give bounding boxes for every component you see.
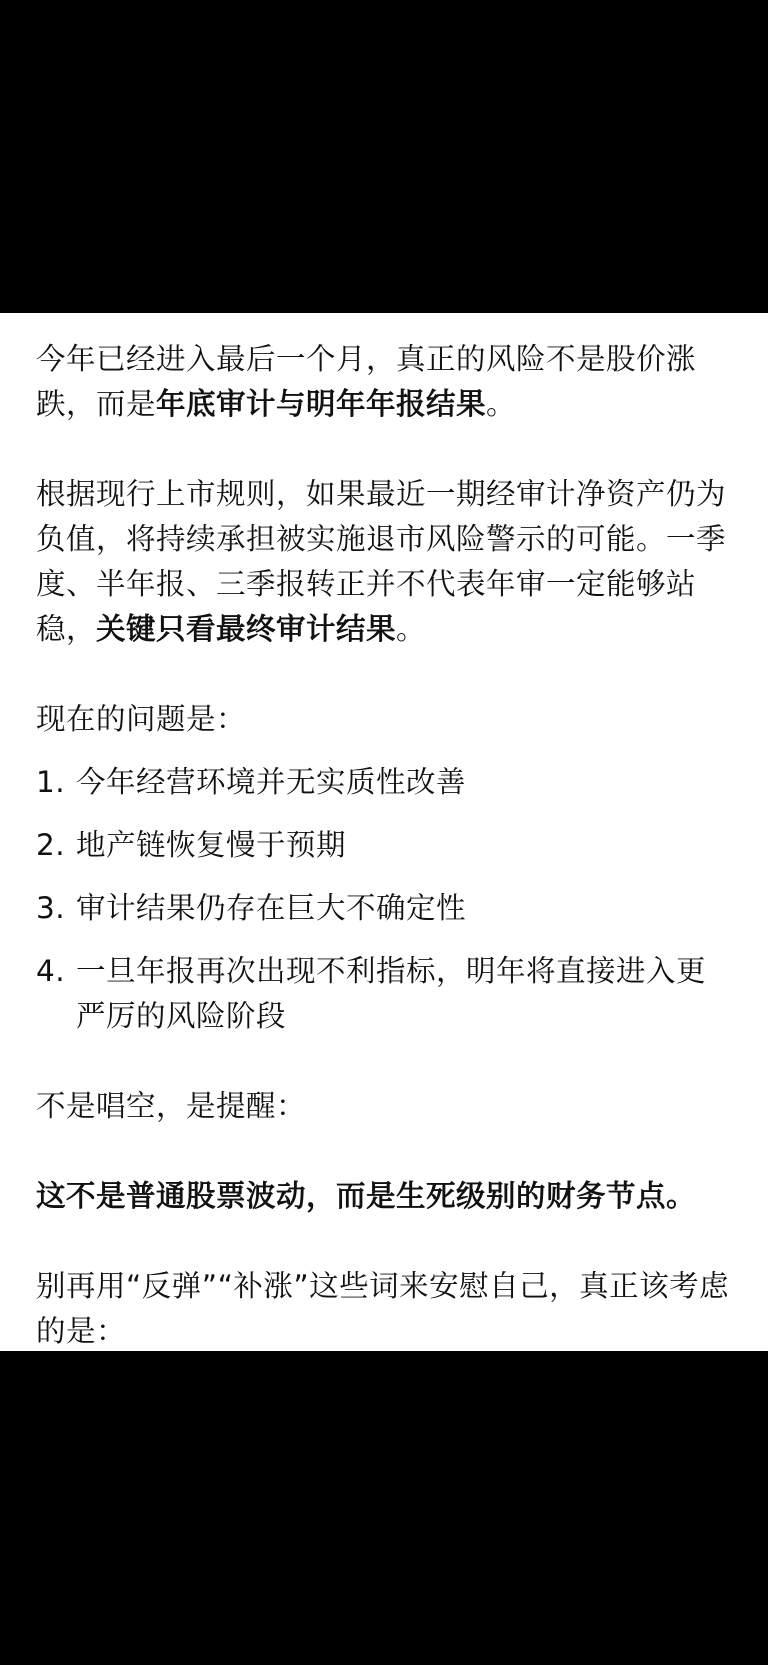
- paragraph-rules-bold: 关键只看最终审计结果: [96, 612, 397, 646]
- list-item-number: 3.: [36, 891, 66, 925]
- paragraph-key-point: 这不是普通股票波动，而是生死级别的财务节点。: [36, 1179, 697, 1213]
- paragraph-problem-heading: 现在的问题是：: [36, 702, 247, 736]
- paragraph-rules-text: 根据现行上市规则，如果最近一期经审计净资产仍为负值，将持续承担被实施退市风险警示的可能。一季度、半年报、三季报转正并不代表年审一定能够站稳，: [36, 477, 727, 646]
- list-item: [36, 823, 732, 868]
- list-item-text: 一旦年报再次出现不利指标，明年将直接进入更严厉的风险阶段: [76, 954, 707, 1033]
- paragraph-intro-bold: 年底审计与明年年报结果: [156, 387, 487, 421]
- list-item-text: 今年经营环境并无实质性改善: [76, 765, 467, 799]
- list-item-number: 1.: [36, 765, 66, 799]
- list-item-number: 4.: [36, 954, 66, 988]
- paragraph-rules-end: 。: [396, 612, 427, 646]
- list-item-text: 地产链恢复慢于预期: [76, 828, 347, 862]
- paragraph-reminder: 不是唱空，是提醒：: [36, 1089, 307, 1123]
- top-black-band: [0, 0, 768, 313]
- list-item: [36, 886, 732, 931]
- list-item: [36, 760, 732, 805]
- paragraph-intro-end: 。: [486, 387, 517, 421]
- paragraph-advice: 别再用“反弹”“补涨”这些词来安慰自己，真正该考虑的是：: [36, 1269, 730, 1348]
- list-item-text: 审计结果仍存在巨大不确定性: [76, 891, 467, 925]
- list-item: [36, 949, 732, 1039]
- paragraph-intro-text: 今年已经进入最后一个月，真正的风险不是股价涨跌，而是: [36, 342, 697, 421]
- paragraph-rules: [36, 472, 732, 652]
- list-item-number: 2.: [36, 828, 66, 862]
- bottom-black-band: [0, 1351, 768, 1665]
- paragraph-intro: [36, 337, 732, 427]
- post-content: [0, 313, 768, 1351]
